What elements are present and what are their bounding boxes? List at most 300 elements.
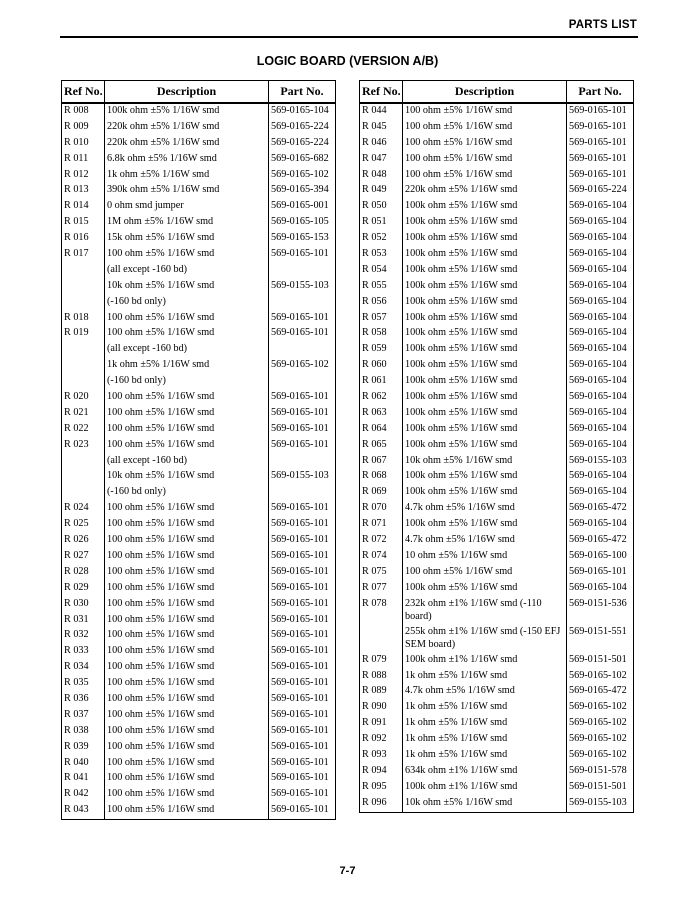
ref-cell: R 069 (360, 485, 403, 501)
column-header-description: Description (105, 81, 269, 104)
table-row (360, 780, 634, 796)
description-cell: 100k ohm ±5% 1/16W smd (403, 438, 567, 454)
table-row (360, 311, 634, 327)
table-row (62, 152, 336, 168)
description-cell: 100 ohm ±5% 1/16W smd (105, 708, 269, 724)
table-row (360, 653, 634, 669)
description-cell: 100 ohm ±5% 1/16W smd (105, 581, 269, 597)
ref-cell: R 092 (360, 732, 403, 748)
part-number-cell: 569-0151-501 (567, 653, 634, 669)
table-row (62, 199, 336, 215)
description-cell: 100 ohm ±5% 1/16W smd (105, 756, 269, 772)
description-cell: (-160 bd only) (105, 374, 269, 390)
description-cell: 232k ohm ±1% 1/16W smd (-110 board) (403, 597, 567, 625)
ref-cell: R 011 (62, 152, 105, 168)
ref-cell: R 018 (62, 311, 105, 327)
header-rule (60, 36, 638, 38)
part-number-cell: 569-0165-104 (567, 374, 634, 390)
part-number-cell (269, 374, 336, 390)
table-row (62, 724, 336, 740)
part-number-cell: 569-0165-101 (269, 581, 336, 597)
part-number-cell: 569-0165-102 (567, 732, 634, 748)
description-cell: 10k ohm ±5% 1/16W smd (105, 279, 269, 295)
table-row (360, 517, 634, 533)
description-cell: 100 ohm ±5% 1/16W smd (105, 628, 269, 644)
ref-cell: R 024 (62, 501, 105, 517)
ref-cell: R 034 (62, 660, 105, 676)
part-number-cell: 569-0165-101 (269, 644, 336, 660)
table-row (62, 358, 336, 374)
ref-cell: R 042 (62, 787, 105, 803)
table-row (62, 517, 336, 533)
ref-cell: R 026 (62, 533, 105, 549)
part-number-cell: 569-0165-101 (567, 136, 634, 152)
table-row (360, 390, 634, 406)
column-header-part: Part No. (567, 81, 634, 104)
parts-table-left (61, 80, 336, 820)
table-row (62, 168, 336, 184)
description-cell: 100k ohm ±5% 1/16W smd (403, 342, 567, 358)
part-number-cell: 569-0165-104 (567, 295, 634, 311)
table-row (360, 597, 634, 625)
table-row (360, 796, 634, 812)
ref-cell: R 036 (62, 692, 105, 708)
part-number-cell: 569-0165-104 (567, 326, 634, 342)
table-header-row (360, 81, 634, 104)
ref-cell: R 049 (360, 183, 403, 199)
ref-cell: R 022 (62, 422, 105, 438)
description-cell: 100 ohm ±5% 1/16W smd (105, 311, 269, 327)
description-cell: 100 ohm ±5% 1/16W smd (105, 660, 269, 676)
description-cell: 1k ohm ±5% 1/16W smd (105, 358, 269, 374)
description-cell: 255k ohm ±1% 1/16W smd (-150 EFJ SEM board) (403, 625, 567, 653)
description-cell: 1k ohm ±5% 1/16W smd (403, 669, 567, 685)
table-row (62, 438, 336, 454)
table-row (360, 565, 634, 581)
description-cell: 100k ohm ±5% 1/16W smd (403, 581, 567, 597)
table-row (360, 700, 634, 716)
ref-cell: R 008 (62, 103, 105, 120)
ref-cell: R 096 (360, 796, 403, 812)
part-number-cell: 569-0155-103 (567, 796, 634, 812)
part-number-cell: 569-0165-101 (269, 803, 336, 819)
description-cell: (all except -160 bd) (105, 454, 269, 470)
ref-cell: R 089 (360, 684, 403, 700)
part-number-cell: 569-0165-101 (269, 628, 336, 644)
part-number-cell: 569-0165-101 (269, 787, 336, 803)
part-number-cell: 569-0165-472 (567, 684, 634, 700)
ref-cell: R 020 (62, 390, 105, 406)
table-row (360, 342, 634, 358)
table-row (360, 279, 634, 295)
table-row (62, 771, 336, 787)
table-row (62, 501, 336, 517)
page-header-title: PARTS LIST (568, 19, 637, 31)
ref-cell: R 041 (62, 771, 105, 787)
ref-cell (62, 342, 105, 358)
table-row (62, 279, 336, 295)
ref-cell (62, 454, 105, 470)
description-cell: 100k ohm ±5% 1/16W smd (403, 390, 567, 406)
ref-cell: R 094 (360, 764, 403, 780)
description-cell: 100 ohm ±5% 1/16W smd (105, 549, 269, 565)
ref-cell: R 055 (360, 279, 403, 295)
part-number-cell: 569-0165-104 (567, 390, 634, 406)
table-header-row (62, 81, 336, 104)
description-cell: 100k ohm ±5% 1/16W smd (403, 469, 567, 485)
ref-cell: R 072 (360, 533, 403, 549)
description-cell: 220k ohm ±5% 1/16W smd (105, 136, 269, 152)
description-cell: 100 ohm ±5% 1/16W smd (403, 152, 567, 168)
part-number-cell (269, 295, 336, 311)
description-cell: 10 ohm ±5% 1/16W smd (403, 549, 567, 565)
part-number-cell: 569-0165-101 (269, 390, 336, 406)
table-row (360, 183, 634, 199)
table-row (62, 390, 336, 406)
table-row (360, 533, 634, 549)
ref-cell: R 091 (360, 716, 403, 732)
description-cell: 100 ohm ±5% 1/16W smd (105, 803, 269, 819)
description-cell: (-160 bd only) (105, 485, 269, 501)
ref-cell: R 075 (360, 565, 403, 581)
ref-cell: R 021 (62, 406, 105, 422)
table-row (62, 231, 336, 247)
part-number-cell (269, 263, 336, 279)
table-row (360, 374, 634, 390)
part-number-cell: 569-0151-536 (567, 597, 634, 625)
part-number-cell: 569-0165-101 (269, 565, 336, 581)
ref-cell: R 070 (360, 501, 403, 517)
table-row (360, 326, 634, 342)
ref-cell: R 054 (360, 263, 403, 279)
part-number-cell: 569-0165-104 (567, 422, 634, 438)
ref-cell: R 046 (360, 136, 403, 152)
description-cell: 100k ohm ±5% 1/16W smd (403, 485, 567, 501)
part-number-cell: 569-0165-394 (269, 183, 336, 199)
part-number-cell (269, 485, 336, 501)
ref-cell: R 078 (360, 597, 403, 625)
part-number-cell: 569-0165-101 (269, 597, 336, 613)
ref-cell: R 047 (360, 152, 403, 168)
description-cell: 100 ohm ±5% 1/16W smd (105, 390, 269, 406)
ref-cell (360, 625, 403, 653)
ref-cell: R 090 (360, 700, 403, 716)
description-cell: 100 ohm ±5% 1/16W smd (403, 136, 567, 152)
part-number-cell: 569-0165-104 (567, 485, 634, 501)
ref-cell: R 015 (62, 215, 105, 231)
part-number-cell: 569-0165-101 (269, 771, 336, 787)
table-row (62, 756, 336, 772)
table-row (360, 485, 634, 501)
part-number-cell: 569-0165-104 (567, 279, 634, 295)
part-number-cell: 569-0165-102 (567, 716, 634, 732)
description-cell: 1M ohm ±5% 1/16W smd (105, 215, 269, 231)
ref-cell: R 038 (62, 724, 105, 740)
ref-cell: R 037 (62, 708, 105, 724)
ref-cell (62, 485, 105, 501)
description-cell: 100 ohm ±5% 1/16W smd (105, 533, 269, 549)
description-cell: 100k ohm ±5% 1/16W smd (403, 311, 567, 327)
part-number-cell: 569-0165-104 (269, 103, 336, 120)
description-cell: 100 ohm ±5% 1/16W smd (105, 565, 269, 581)
parts-table-right (359, 80, 634, 813)
part-number-cell: 569-0165-104 (567, 342, 634, 358)
ref-cell: R 093 (360, 748, 403, 764)
ref-cell: R 074 (360, 549, 403, 565)
description-cell: 100 ohm ±5% 1/16W smd (105, 644, 269, 660)
column-header-ref: Ref No. (62, 81, 105, 104)
part-number-cell: 569-0165-102 (567, 669, 634, 685)
table-row (62, 374, 336, 390)
ref-cell: R 014 (62, 199, 105, 215)
description-cell: (all except -160 bd) (105, 342, 269, 358)
table-row (360, 684, 634, 700)
part-number-cell: 569-0165-224 (269, 136, 336, 152)
table-row (360, 120, 634, 136)
part-number-cell (269, 342, 336, 358)
table-row (62, 295, 336, 311)
table-row (62, 103, 336, 120)
description-cell: 100 ohm ±5% 1/16W smd (105, 724, 269, 740)
part-number-cell: 569-0165-101 (269, 676, 336, 692)
table-row (360, 295, 634, 311)
part-number-cell: 569-0165-102 (269, 168, 336, 184)
ref-cell: R 060 (360, 358, 403, 374)
part-number-cell: 569-0165-104 (567, 311, 634, 327)
table-row (62, 406, 336, 422)
part-number-cell: 569-0165-472 (567, 501, 634, 517)
ref-cell: R 009 (62, 120, 105, 136)
part-number-cell: 569-0165-224 (269, 120, 336, 136)
table-row (62, 454, 336, 470)
ref-cell: R 065 (360, 438, 403, 454)
part-number-cell: 569-0165-101 (269, 501, 336, 517)
ref-cell: R 051 (360, 215, 403, 231)
part-number-cell: 569-0165-101 (567, 152, 634, 168)
part-number-cell: 569-0165-104 (567, 581, 634, 597)
description-cell: 1k ohm ±5% 1/16W smd (403, 748, 567, 764)
part-number-cell: 569-0151-501 (567, 780, 634, 796)
table-row (360, 501, 634, 517)
description-cell: 100k ohm ±5% 1/16W smd (403, 215, 567, 231)
description-cell: 15k ohm ±5% 1/16W smd (105, 231, 269, 247)
part-number-cell: 569-0165-101 (269, 549, 336, 565)
table-row (360, 716, 634, 732)
description-cell: 10k ohm ±5% 1/16W smd (403, 454, 567, 470)
table-row (360, 199, 634, 215)
part-number-cell: 569-0165-101 (567, 120, 634, 136)
description-cell: 100 ohm ±5% 1/16W smd (403, 168, 567, 184)
ref-cell (62, 469, 105, 485)
description-cell: 100 ohm ±5% 1/16W smd (105, 676, 269, 692)
table-row (360, 247, 634, 263)
table-row (360, 406, 634, 422)
description-cell: 220k ohm ±5% 1/16W smd (403, 183, 567, 199)
table-row (62, 485, 336, 501)
part-number-cell: 569-0165-101 (269, 422, 336, 438)
ref-cell: R 023 (62, 438, 105, 454)
description-cell: 10k ohm ±5% 1/16W smd (105, 469, 269, 485)
page-number: 7-7 (339, 865, 356, 877)
ref-cell: R 043 (62, 803, 105, 819)
ref-cell (62, 295, 105, 311)
part-number-cell: 569-0165-105 (269, 215, 336, 231)
ref-cell: R 032 (62, 628, 105, 644)
part-number-cell: 569-0155-103 (269, 469, 336, 485)
part-number-cell: 569-0165-104 (567, 406, 634, 422)
description-cell: 100 ohm ±5% 1/16W smd (105, 247, 269, 263)
part-number-cell: 569-0165-101 (269, 740, 336, 756)
table-row (62, 708, 336, 724)
table-row (360, 263, 634, 279)
table-row (62, 660, 336, 676)
description-cell: (all except -160 bd) (105, 263, 269, 279)
part-number-cell (269, 454, 336, 470)
ref-cell: R 050 (360, 199, 403, 215)
part-number-cell: 569-0165-101 (269, 438, 336, 454)
table-row (62, 597, 336, 613)
description-cell: 100 ohm ±5% 1/16W smd (105, 326, 269, 342)
ref-cell: R 068 (360, 469, 403, 485)
ref-cell: R 063 (360, 406, 403, 422)
part-number-cell: 569-0165-682 (269, 152, 336, 168)
part-number-cell: 569-0165-101 (567, 565, 634, 581)
table-row (62, 247, 336, 263)
description-cell: 100k ohm ±1% 1/16W smd (403, 780, 567, 796)
table-row (62, 549, 336, 565)
table-row (62, 183, 336, 199)
description-cell: 100 ohm ±5% 1/16W smd (105, 692, 269, 708)
description-cell: 100 ohm ±5% 1/16W smd (105, 406, 269, 422)
table-row (360, 748, 634, 764)
table-row (360, 549, 634, 565)
part-number-cell: 569-0165-101 (269, 326, 336, 342)
table-row (360, 669, 634, 685)
part-number-cell: 569-0155-103 (567, 454, 634, 470)
table-row (360, 231, 634, 247)
part-number-cell: 569-0165-101 (567, 103, 634, 120)
description-cell: 100k ohm ±5% 1/16W smd (105, 103, 269, 120)
ref-cell: R 057 (360, 311, 403, 327)
part-number-cell: 569-0165-101 (269, 708, 336, 724)
description-cell: 100k ohm ±5% 1/16W smd (403, 247, 567, 263)
part-number-cell: 569-0165-100 (567, 549, 634, 565)
part-number-cell: 569-0165-101 (269, 613, 336, 629)
table-row (62, 136, 336, 152)
table-row (360, 454, 634, 470)
ref-cell: R 058 (360, 326, 403, 342)
table-row (62, 565, 336, 581)
part-number-cell: 569-0165-104 (567, 263, 634, 279)
description-cell: 634k ohm ±1% 1/16W smd (403, 764, 567, 780)
table-row (62, 740, 336, 756)
ref-cell: R 028 (62, 565, 105, 581)
ref-cell: R 064 (360, 422, 403, 438)
ref-cell: R 062 (360, 390, 403, 406)
table-row (360, 422, 634, 438)
part-number-cell: 569-0165-104 (567, 517, 634, 533)
table-row (62, 803, 336, 819)
part-number-cell: 569-0165-101 (269, 247, 336, 263)
column-header-description: Description (403, 81, 567, 104)
description-cell: 1k ohm ±5% 1/16W smd (105, 168, 269, 184)
part-number-cell: 569-0165-101 (269, 406, 336, 422)
part-number-cell: 569-0151-578 (567, 764, 634, 780)
ref-cell: R 035 (62, 676, 105, 692)
ref-cell: R 040 (62, 756, 105, 772)
part-number-cell: 569-0165-101 (269, 660, 336, 676)
table-row (62, 263, 336, 279)
description-cell: 100 ohm ±5% 1/16W smd (105, 613, 269, 629)
description-cell: 6.8k ohm ±5% 1/16W smd (105, 152, 269, 168)
description-cell: 4.7k ohm ±5% 1/16W smd (403, 501, 567, 517)
ref-cell: R 044 (360, 103, 403, 120)
description-cell: 100 ohm ±5% 1/16W smd (105, 501, 269, 517)
part-number-cell: 569-0165-001 (269, 199, 336, 215)
description-cell: 100 ohm ±5% 1/16W smd (105, 787, 269, 803)
part-number-cell: 569-0165-101 (269, 724, 336, 740)
part-number-cell: 569-0165-104 (567, 438, 634, 454)
table-row (62, 692, 336, 708)
description-cell: 100 ohm ±5% 1/16W smd (105, 422, 269, 438)
table-row (62, 215, 336, 231)
ref-cell (62, 374, 105, 390)
ref-cell: R 031 (62, 613, 105, 629)
description-cell: 4.7k ohm ±5% 1/16W smd (403, 533, 567, 549)
table-row (62, 787, 336, 803)
column-header-part: Part No. (269, 81, 336, 104)
ref-cell: R 025 (62, 517, 105, 533)
table-row (62, 311, 336, 327)
description-cell: 100k ohm ±5% 1/16W smd (403, 374, 567, 390)
part-number-cell: 569-0165-104 (567, 247, 634, 263)
table-row (62, 326, 336, 342)
description-cell: 100 ohm ±5% 1/16W smd (105, 740, 269, 756)
ref-cell: R 052 (360, 231, 403, 247)
part-number-cell: 569-0165-104 (567, 358, 634, 374)
table-row (360, 152, 634, 168)
description-cell: 390k ohm ±5% 1/16W smd (105, 183, 269, 199)
ref-cell: R 088 (360, 669, 403, 685)
table-row (360, 358, 634, 374)
description-cell: 100 ohm ±5% 1/16W smd (403, 120, 567, 136)
description-cell: 100 ohm ±5% 1/16W smd (105, 438, 269, 454)
part-number-cell: 569-0151-551 (567, 625, 634, 653)
ref-cell (62, 279, 105, 295)
part-number-cell: 569-0165-102 (567, 748, 634, 764)
part-number-cell: 569-0165-101 (269, 756, 336, 772)
description-cell: 100k ohm ±5% 1/16W smd (403, 263, 567, 279)
table-row (360, 168, 634, 184)
description-cell: 100 ohm ±5% 1/16W smd (105, 597, 269, 613)
part-number-cell: 569-0165-101 (269, 517, 336, 533)
table-row (62, 581, 336, 597)
table-row (62, 469, 336, 485)
table-row (62, 120, 336, 136)
part-number-cell: 569-0165-102 (567, 700, 634, 716)
description-cell: 1k ohm ±5% 1/16W smd (403, 700, 567, 716)
ref-cell: R 095 (360, 780, 403, 796)
description-cell: 100 ohm ±5% 1/16W smd (403, 565, 567, 581)
description-cell: 100 ohm ±5% 1/16W smd (403, 103, 567, 120)
part-number-cell: 569-0165-104 (567, 199, 634, 215)
table-row (360, 136, 634, 152)
ref-cell: R 077 (360, 581, 403, 597)
description-cell: 100k ohm ±5% 1/16W smd (403, 406, 567, 422)
ref-cell: R 048 (360, 168, 403, 184)
part-number-cell: 569-0165-101 (567, 168, 634, 184)
ref-cell: R 079 (360, 653, 403, 669)
